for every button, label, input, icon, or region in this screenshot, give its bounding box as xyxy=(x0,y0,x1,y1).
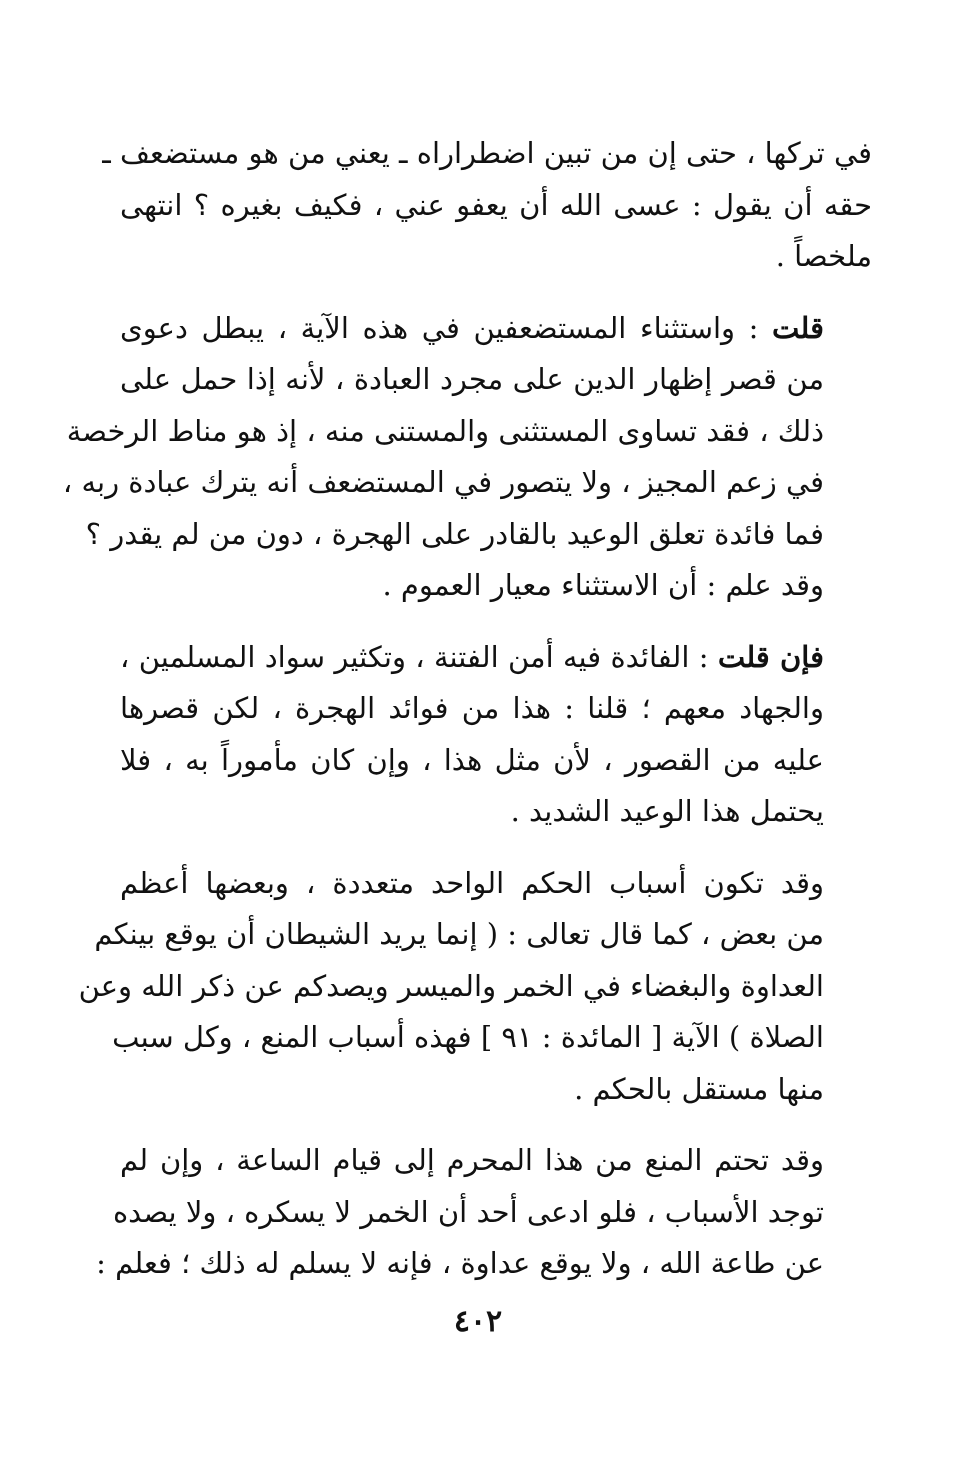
text-line: يحتمل هذا الوعيد الشديد . xyxy=(510,794,824,828)
text-line: عليه من القصور ، لأن مثل هذا ، وإن كان مأموراً به ، فلا xyxy=(120,742,824,777)
text-line: في زعم المجيز ، ولا يتصور في المستضعف أنه يترك عبادة ربه ، xyxy=(62,465,824,499)
text-line: الصلاة ) الآية [ المائدة : ٩١ ] فهذه أسباب المنع ، وكل سبب xyxy=(112,1020,824,1054)
paragraph-lead: فإن قلت xyxy=(717,639,825,674)
text-line: ذلك ، فقد تساوى المستثنى والمستنى منه ، إذ هو مناط الرخصة xyxy=(66,413,824,448)
text-line: عن طاعة الله ، ولا يوقع عداوة ، فإنه لا يسلم له ذلك ؛ فعلم : xyxy=(96,1246,824,1280)
text-line: وقد علم : أن الاستثناء معيار العموم . xyxy=(382,568,824,602)
text-line: في تركها ، حتى إن من تبين اضطراراه ـ يعني من هو مستضعف ـ xyxy=(102,136,872,170)
paragraph-3 xyxy=(120,632,872,838)
text-line: والجهاد معهم ؛ قلنا : هذا من فوائد الهجرة ، لكن قصرها xyxy=(120,691,824,725)
paragraph-5 xyxy=(96,1135,872,1290)
text-line: وقد تكون أسباب الحكم الواحد متعددة ، وبعضها أعظم xyxy=(120,865,824,900)
text-line: ملخصاً . xyxy=(775,239,872,273)
paragraph-lead: قلت xyxy=(772,310,824,345)
page-body xyxy=(62,128,872,1310)
text-line: فما فائدة تعلق الوعيد بالقادر على الهجرة ، دون من لم يقدر ؟ xyxy=(85,516,824,551)
text-line: من بعض ، كما قال تعالى : ( إنما يريد الشيطان أن يوقع بينكم xyxy=(94,917,824,951)
text-line xyxy=(120,632,872,684)
text-line: وقد تحتم المنع من هذا المحرم إلى قيام الساعة ، وإن لم xyxy=(120,1143,824,1177)
text-line: توجد الأسباب ، فلو ادعى أحد أن الخمر لا يسكره ، ولا يصده xyxy=(112,1194,824,1229)
text-line xyxy=(120,303,872,355)
paragraph-2 xyxy=(62,303,872,612)
text-line: من قصر إظهار الدين على مجرد العبادة ، لأنه إذا حمل على xyxy=(120,362,824,396)
text-run: : واستثناء المستضعفين في هذه الآية ، يبطل دعوى xyxy=(120,310,773,345)
text-line: منها مستقل بالحكم . xyxy=(574,1071,824,1106)
text-line: حقه أن يقول : عسى الله أن يعفو عني ، فكيف بغيره ؟ انتهى xyxy=(120,187,872,222)
paragraph-4 xyxy=(78,858,872,1116)
page-number: ٤٠٢ xyxy=(453,1304,503,1339)
text-run: : الفائدة فيه أمن الفتنة ، وتكثير سواد المسلمين ، xyxy=(120,639,718,674)
paragraph-1 xyxy=(102,128,872,283)
text-line: العداوة والبغضاء في الخمر والميسر ويصدكم عن ذكر الله وعن xyxy=(78,968,824,1003)
